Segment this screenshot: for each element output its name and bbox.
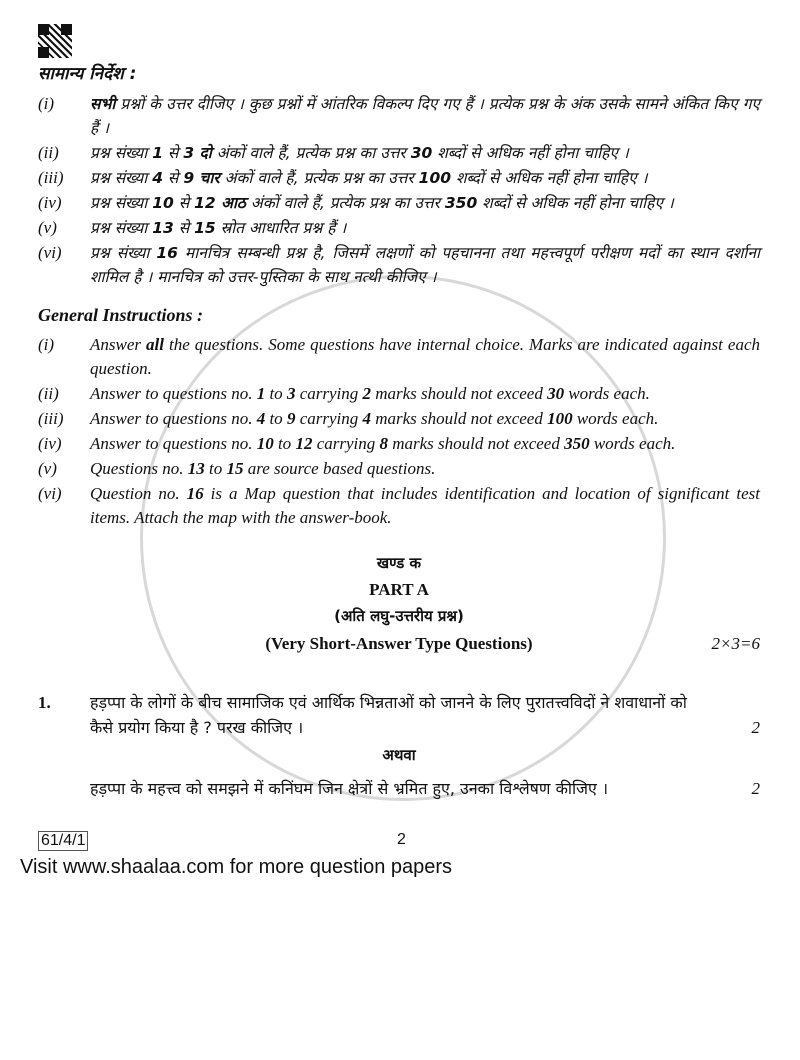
text-segment: words each. (572, 409, 659, 428)
emphasis-text: 2 (362, 384, 371, 403)
instruction-item (38, 457, 760, 481)
text-segment: प्रश्न संख्या (90, 244, 157, 262)
instruction-text (90, 482, 760, 530)
question-text: हड़प्पा के लोगों के बीच सामाजिक एवं आर्थिक भिन्नताओं को जानने के लिए पुरातत्त्वविदों ने शवाधानों को कैसे प्रयोग किया है ? परख कीजिए । (90, 693, 687, 737)
emphasis-text: 100 (547, 409, 573, 428)
text-segment: प्रश्न संख्या (90, 194, 153, 212)
emphasis-text: 12 (295, 434, 313, 453)
emphasis-text: 13 (152, 219, 174, 237)
section-marks: 2×3=6 (711, 634, 760, 653)
instruction-label: (iii) (38, 168, 64, 187)
instruction-text (90, 457, 760, 481)
text-segment: से (162, 144, 184, 162)
text-segment: अंकों वाले हैं, प्रत्येक प्रश्न का उत्तर (219, 169, 419, 187)
question-number: 1. (38, 693, 51, 712)
instruction-text (90, 92, 760, 140)
text-segment: words each. (564, 384, 650, 403)
instruction-item (38, 191, 760, 215)
text-segment: to (204, 459, 227, 478)
instruction-text (90, 216, 760, 240)
emphasis-text: 4 (256, 409, 266, 428)
emphasis-text: 100 (418, 169, 452, 187)
text-segment: प्रश्न संख्या (90, 144, 153, 162)
instruction-item (38, 216, 760, 240)
text-segment: शब्दों से अधिक नहीं होना चाहिए । (451, 169, 648, 187)
emphasis-text: 15 (194, 219, 216, 237)
emphasis-text: 3 दो (183, 144, 212, 162)
question-1 (38, 690, 760, 740)
instruction-item (38, 333, 760, 381)
text-segment: Answer (90, 335, 147, 354)
emphasis-text: 30 (547, 384, 565, 403)
text-segment: marks should not exceed (387, 434, 565, 453)
instruction-label: (vi) (38, 243, 62, 262)
text-segment: the questions. Some questions have internal choice. Marks are indicated against each question. (90, 335, 761, 378)
text-segment: Answer to questions no. (90, 434, 257, 453)
text-segment: शब्दों से अधिक नहीं होना चाहिए । (477, 194, 674, 212)
text-segment: to (265, 384, 287, 403)
section-subtitle: (Very Short-Answer Type Questions) (265, 634, 533, 653)
emphasis-text: 1 (152, 144, 163, 162)
general-instructions-heading: General Instructions : (38, 305, 204, 325)
text-segment: carrying (312, 434, 380, 453)
emphasis-text: 350 (564, 434, 590, 453)
section-hindi-subtitle: (अति लघु-उत्तरीय प्रश्न) (334, 607, 464, 625)
text-segment: Answer to questions no. (90, 409, 257, 428)
text-segment: से (173, 219, 195, 237)
page-number: 2 (397, 831, 406, 848)
emphasis-text: 350 (444, 194, 478, 212)
instruction-text (90, 432, 760, 456)
instruction-item (38, 407, 760, 431)
emphasis-text: 13 (187, 459, 205, 478)
text-segment: Questions no. (90, 459, 188, 478)
instruction-text (90, 382, 760, 406)
instruction-item (38, 241, 760, 289)
emphasis-text: 16 (186, 484, 204, 503)
emphasis-text: सभी (90, 95, 116, 113)
hindi-instructions-heading: सामान्य निर्देश : (38, 64, 137, 84)
emphasis-text: 12 आठ (194, 194, 246, 212)
text-segment: marks should not exceed (370, 409, 548, 428)
text-segment: से (162, 169, 184, 187)
instruction-item (38, 141, 760, 165)
text-segment: is a Map question that includes identification and location of significant test items. Attach the map with the answer-book. (90, 484, 761, 527)
instruction-label: (ii) (38, 384, 59, 403)
text-segment: to (273, 434, 296, 453)
text-segment: मानचित्र सम्बन्धी प्रश्न है, जिसमें लक्षणों को पहचानना तथा महत्त्वपूर्ण परीक्षण मदों का स्थान दर्शाना शामिल है । मानचित्र को उत्तर-पुस्तिका के साथ नत्थी कीजिए । (90, 244, 760, 286)
emphasis-text: 30 (410, 144, 433, 162)
text-segment: प्रश्नों के उत्तर दीजिए । कुछ प्रश्नों में आंतरिक विकल्प दिए गए हैं । प्रत्येक प्रश्न के अंक उसके सामने अंकित किए गए हैं । (90, 95, 760, 137)
instruction-label: (iv) (38, 434, 62, 453)
emphasis-text: 9 चार (183, 169, 220, 187)
instruction-text (90, 141, 760, 165)
question-marks: 2 (751, 718, 760, 737)
emphasis-text: 8 (379, 434, 388, 453)
text-segment: Question no. (90, 484, 187, 503)
text-segment: carrying (295, 409, 363, 428)
text-segment: अंकों वाले हैं, प्रत्येक प्रश्न का उत्तर (245, 194, 445, 212)
text-segment: Answer to questions no. (90, 384, 257, 403)
text-segment: प्रश्न संख्या (90, 219, 153, 237)
emphasis-text: all (146, 335, 164, 354)
instruction-label: (iv) (38, 193, 62, 212)
footer (20, 831, 760, 887)
visit-banner: Visit www.shaalaa.com for more question papers (20, 856, 453, 878)
text-segment: to (265, 409, 287, 428)
emphasis-text: 1 (256, 384, 266, 403)
section-title: PART A (369, 580, 429, 599)
instruction-item (38, 482, 760, 530)
text-segment: शब्दों से अधिक नहीं होना चाहिए । (432, 144, 629, 162)
instruction-item (38, 432, 760, 456)
instruction-item (38, 382, 760, 406)
text-segment: carrying (295, 384, 363, 403)
emphasis-text: 9 (286, 409, 296, 428)
paper-code: 61/4/1 (38, 831, 88, 851)
instruction-item (38, 92, 760, 140)
emphasis-text: 10 (152, 194, 174, 212)
section-hindi-title: खण्ड क (376, 554, 422, 572)
text-segment: अंकों वाले हैं, प्रत्येक प्रश्न का उत्तर (211, 144, 411, 162)
text-segment: प्रश्न संख्या (90, 169, 153, 187)
instruction-label: (v) (38, 218, 57, 237)
emphasis-text: 16 (156, 244, 178, 262)
instruction-label: (vi) (38, 484, 62, 503)
question-1-alternative (38, 776, 760, 801)
text-segment: words each. (589, 434, 676, 453)
instruction-text (90, 241, 760, 289)
instruction-text (90, 333, 760, 381)
general-instructions-list (38, 333, 760, 530)
text-segment: स्रोत आधारित प्रश्न हैं । (215, 219, 347, 237)
text-segment: marks should not exceed (370, 384, 548, 403)
hindi-instructions-list (38, 92, 760, 289)
instruction-label: (v) (38, 459, 57, 478)
instruction-text (90, 407, 760, 431)
emphasis-text: 4 (362, 409, 371, 428)
text-segment: से (173, 194, 195, 212)
instruction-label: (iii) (38, 409, 64, 428)
emphasis-text: 4 (152, 169, 163, 187)
emphasis-text: 3 (286, 384, 296, 403)
text-segment: are source based questions. (243, 459, 436, 478)
emphasis-text: 15 (226, 459, 244, 478)
instruction-item (38, 166, 760, 190)
question-alt-text: हड़प्पा के महत्त्व को समझने में कनिंघम जिन क्षेत्रों से भ्रमित हुए, उनका विश्लेषण कीजिए । (90, 779, 609, 798)
instruction-label: (ii) (38, 143, 59, 162)
instruction-label: (i) (38, 94, 55, 113)
instruction-label: (i) (38, 335, 55, 354)
instruction-text (90, 166, 760, 190)
question-alt-marks: 2 (751, 779, 760, 798)
emphasis-text: 10 (256, 434, 274, 453)
or-label: अथवा (382, 746, 416, 764)
instruction-text (90, 191, 760, 215)
